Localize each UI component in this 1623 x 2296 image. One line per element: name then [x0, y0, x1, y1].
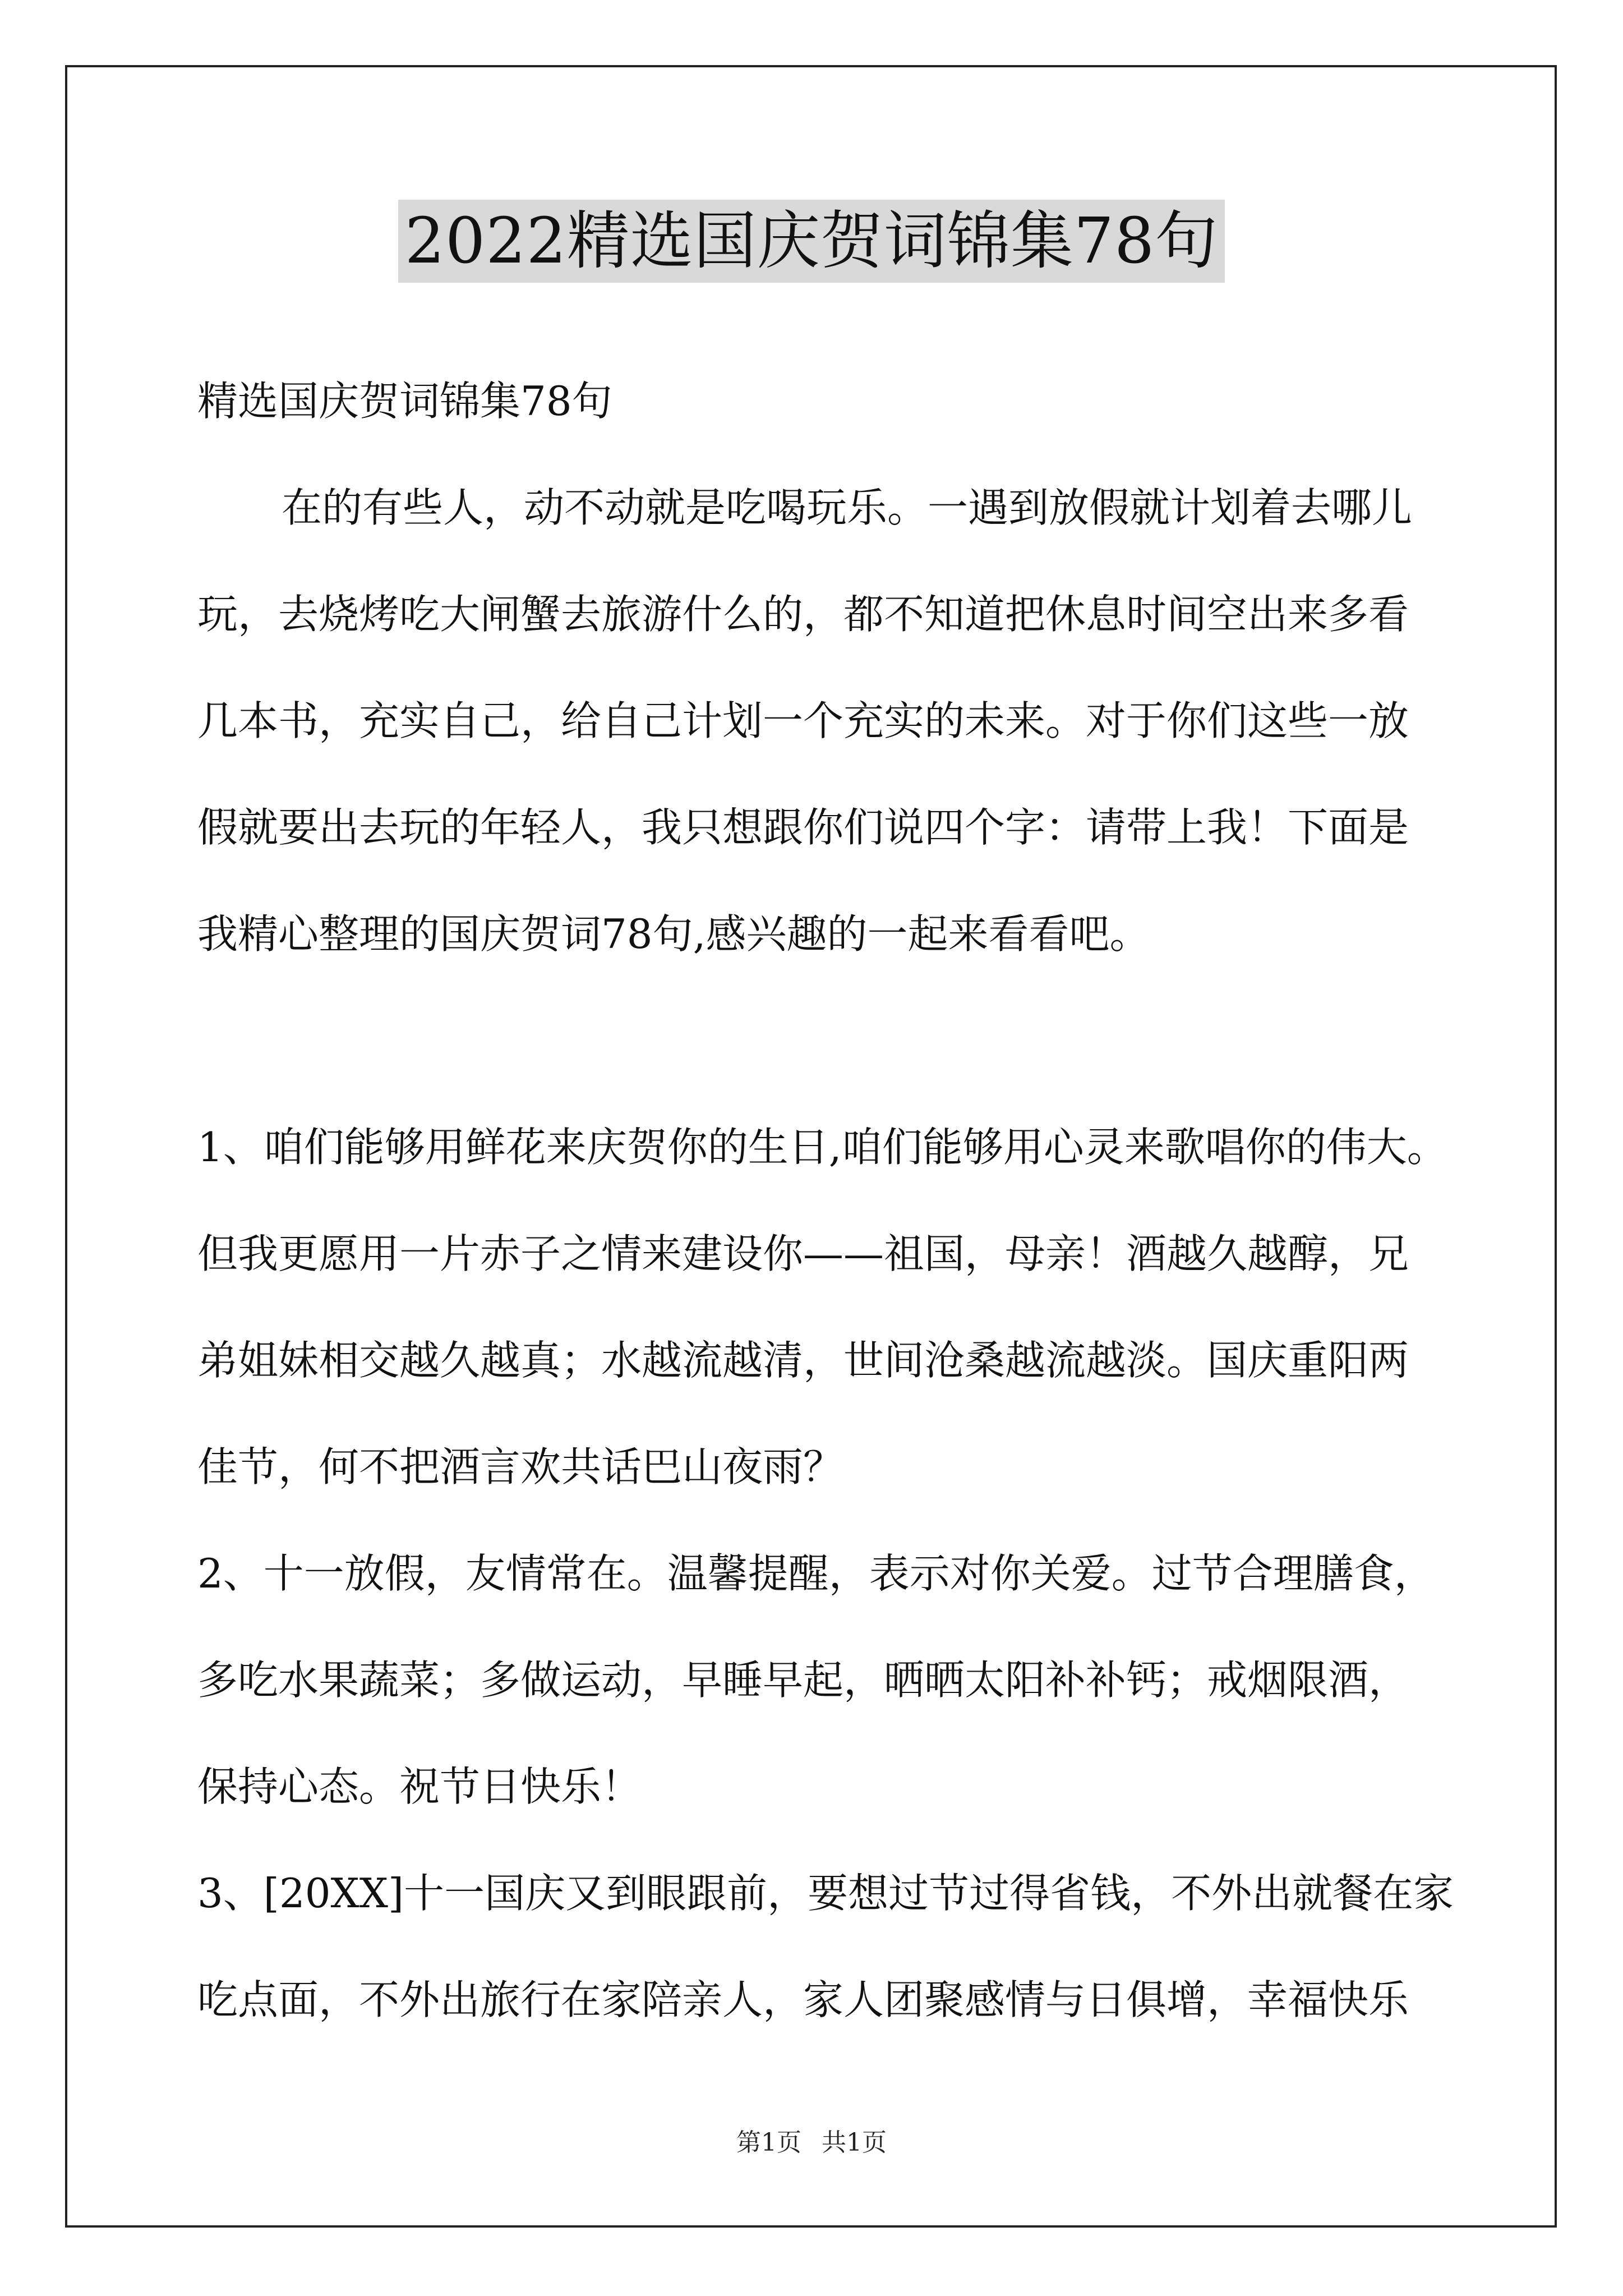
title-container — [0, 200, 1623, 283]
intro-line: 我精心整理的国庆贺词78句,感兴趣的一起来看看吧。 — [197, 910, 1150, 958]
page-number: 第1页 — [736, 2128, 801, 2157]
greeting-line: 佳节，何不把酒言欢共话巴山夜雨？ — [197, 1443, 844, 1490]
greeting-line: 弟姐妹相交越久越真；水越流越清，世间沧桑越流越淡。国庆重阳两 — [197, 1337, 1409, 1384]
document-subtitle: 精选国庆贺词锦集78句 — [197, 378, 612, 425]
greeting-line: 3、[20XX]十一国庆又到眼跟前，要想过节过得省钱，不外出就餐在家 — [197, 1870, 1454, 1917]
intro-line: 玩，去烧烤吃大闸蟹去旅游什么的，都不知道把休息时间空出来多看 — [197, 591, 1409, 638]
page-total: 共1页 — [822, 2128, 887, 2157]
greeting-line: 但我更愿用一片赤子之情来建设你——祖国，母亲！酒越久越醇，兄 — [197, 1230, 1409, 1277]
paragraph-gap — [197, 987, 1431, 1094]
page-footer — [0, 2126, 1623, 2160]
intro-line: 假就要出去玩的年轻人，我只想跟你们说四个字：请带上我！下面是 — [197, 804, 1409, 851]
document-body — [197, 348, 1454, 2053]
greeting-line: 吃点面，不外出旅行在家陪亲人，家人团聚感情与日俱增，幸福快乐 — [197, 1976, 1409, 2023]
greeting-line: 多吃水果蔬菜；多做运动，早睡早起，晒晒太阳补补钙；戒烟限酒， — [197, 1657, 1409, 1704]
greeting-line: 2、十一放假，友情常在。温馨提醒，表示对你关爱。过节合理膳食， — [197, 1550, 1435, 1597]
greeting-line: 1、咱们能够用鲜花来庆贺你的生日,咱们能够用心灵来歌唱你的伟大。 — [197, 1124, 1447, 1171]
intro-line: 在的有些人，动不动就是吃喝玩乐。一遇到放假就计划着去哪儿 — [282, 484, 1413, 531]
document-title: 2022精选国庆贺词锦集78句 — [398, 200, 1225, 283]
intro-line: 几本书，充实自己，给自己计划一个充实的未来。对于你们这些一放 — [197, 697, 1409, 744]
greeting-line: 保持心态。祝节日快乐！ — [197, 1763, 642, 1810]
